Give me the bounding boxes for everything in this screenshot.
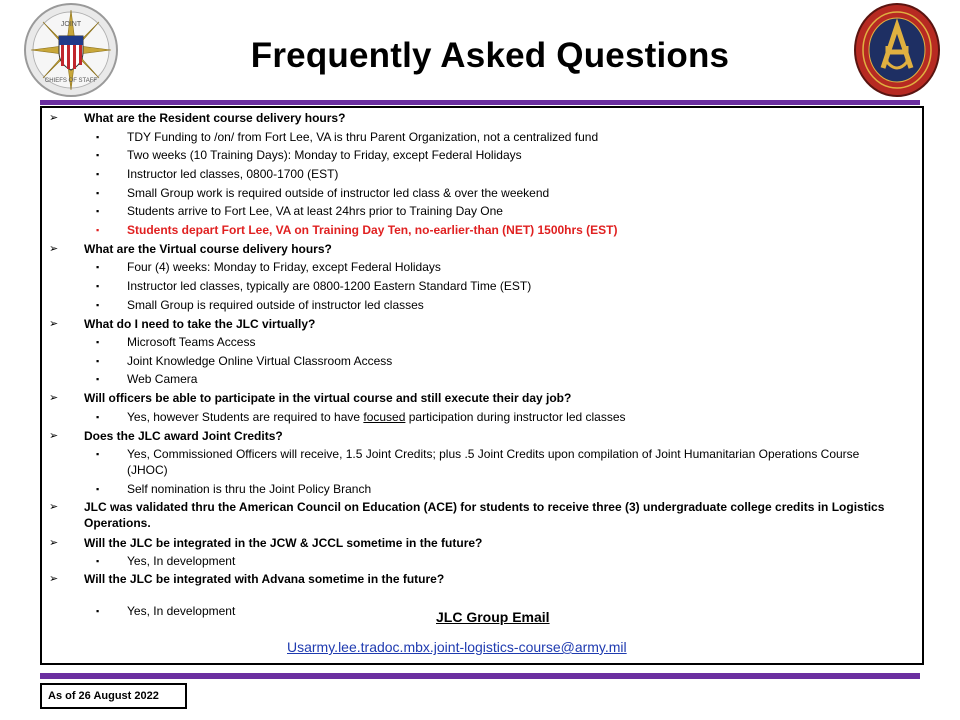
emphasis-focused: focused — [363, 410, 406, 424]
square-bullet-icon: ▪ — [96, 356, 100, 366]
arrow-bullet-icon: ➢ — [49, 112, 59, 124]
square-bullet-icon: ▪ — [96, 337, 100, 347]
group-email-heading: JLC Group Email — [436, 609, 550, 625]
footer-divider — [40, 673, 920, 679]
group-email-link[interactable]: Usarmy.lee.tradoc.mbx.joint-logistics-course@army.mil — [287, 639, 627, 655]
square-bullet-icon: ▪ — [96, 188, 100, 198]
square-bullet-icon: ▪ — [96, 449, 100, 459]
square-bullet-icon: ▪ — [96, 374, 100, 384]
alu-logo-icon — [853, 2, 941, 98]
square-bullet-icon: ▪ — [96, 225, 100, 235]
square-bullet-icon: ▪ — [96, 556, 100, 566]
as-of-date-badge: As of 26 August 2022 — [40, 683, 187, 709]
square-bullet-icon: ▪ — [96, 281, 100, 291]
header-divider — [40, 100, 920, 105]
square-bullet-icon: ▪ — [96, 150, 100, 160]
arrow-bullet-icon: ➢ — [49, 537, 59, 549]
square-bullet-icon: ▪ — [96, 132, 100, 142]
arrow-bullet-icon: ➢ — [49, 573, 59, 585]
arrow-bullet-icon: ➢ — [49, 392, 59, 404]
page-title: Frequently Asked Questions — [250, 36, 730, 75]
svg-text:JOINT: JOINT — [60, 21, 82, 28]
square-bullet-icon: ▪ — [96, 412, 100, 422]
square-bullet-icon: ▪ — [96, 606, 100, 616]
arrow-bullet-icon: ➢ — [49, 318, 59, 330]
arrow-bullet-icon: ➢ — [49, 430, 59, 442]
square-bullet-icon: ▪ — [96, 484, 100, 494]
square-bullet-icon: ▪ — [96, 169, 100, 179]
square-bullet-icon: ▪ — [96, 300, 100, 310]
svg-text:CHIEFS OF STAFF: CHIEFS OF STAFF — [44, 78, 98, 84]
arrow-bullet-icon: ➢ — [49, 243, 59, 255]
square-bullet-icon: ▪ — [96, 206, 100, 216]
arrow-bullet-icon: ➢ — [49, 501, 59, 513]
square-bullet-icon: ▪ — [96, 262, 100, 272]
